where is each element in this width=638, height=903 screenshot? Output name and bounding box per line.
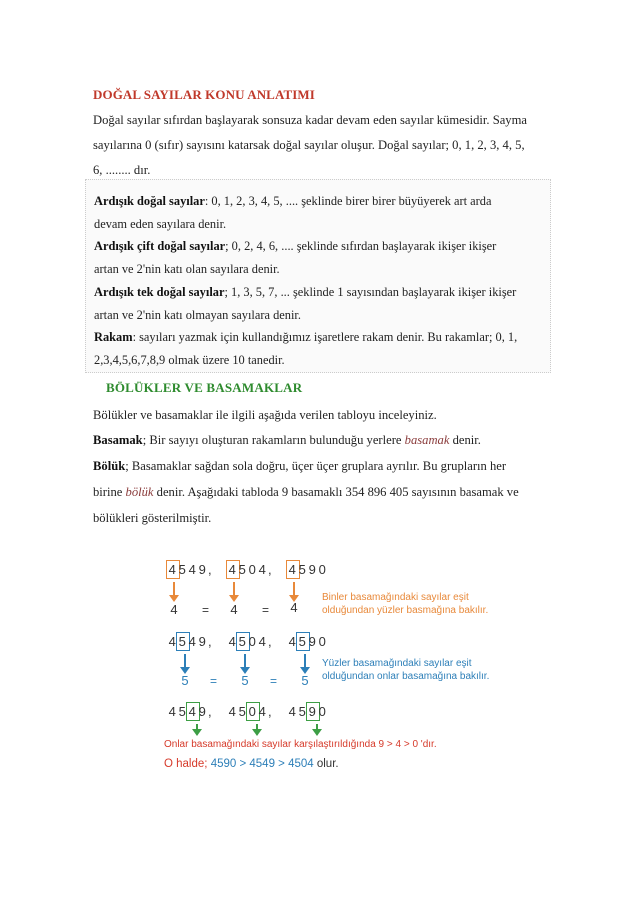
section-line: bölükleri gösterilmiştir. <box>93 511 212 525</box>
intro-line: sayılarına 0 (sıfır) sayısını katarsak doğal sayılar oluşur. Doğal sayılar; 0, 1, 2, 3, 4, 5, <box>93 138 525 152</box>
conclusion-lead: O halde; <box>164 758 208 770</box>
intro-paragraph <box>93 108 553 183</box>
digit: 9 <box>198 634 208 649</box>
number-group <box>288 562 328 577</box>
number-group <box>228 634 273 649</box>
down-arrow-icon <box>256 724 258 730</box>
digit: 9 <box>198 704 208 719</box>
term-label: Basamak <box>93 433 143 447</box>
term-label: Bölük <box>93 459 126 473</box>
section-line: Bölükler ve basamaklar ile ilgili aşağıda verilen tabloyu inceleyiniz. <box>93 408 437 422</box>
digit: 0 <box>248 562 258 577</box>
separator: , <box>208 562 214 577</box>
definitions-box <box>85 179 551 373</box>
separator: , <box>268 562 274 577</box>
down-arrow-icon <box>184 654 186 668</box>
number-group <box>228 704 273 719</box>
intro-line: Doğal sayılar sıfırdan başlayarak sonsuza kadar devam eden sayılar kümesidir. Sayma <box>93 113 527 127</box>
digit: 9 <box>308 562 318 577</box>
conclusion-end: olur. <box>316 758 339 770</box>
digit-highlight: 4 <box>168 562 178 577</box>
equals-sign: = <box>210 674 218 688</box>
digit: 0 <box>248 634 258 649</box>
intro-line: 6, ........ dır. <box>93 163 151 177</box>
separator: , <box>208 634 214 649</box>
definition-text: ; Bir sayıyı oluşturan rakamların bulunduğu yerlere <box>142 433 405 447</box>
digit: 5 <box>298 704 308 719</box>
row2-note: Yüzler basamağındaki sayılar eşit olduğundan onlar basamağına bakılır. <box>322 658 490 682</box>
digit: 5 <box>178 704 188 719</box>
definition-tek <box>94 281 546 304</box>
italic-term: bölük <box>125 485 154 499</box>
basamak-definition <box>93 433 481 448</box>
digit: 4 <box>288 704 298 719</box>
down-arrow-icon <box>244 654 246 668</box>
definition-rakam <box>94 326 546 349</box>
row1-note: Binler basamağındaki sayılar eşit olduğundan yüzler basmağına bakılır. <box>322 592 489 616</box>
down-arrow-icon <box>196 724 198 730</box>
digit-value: 4 <box>170 602 178 617</box>
digit: 4 <box>288 634 298 649</box>
digit: 0 <box>318 704 328 719</box>
digit: 9 <box>198 562 208 577</box>
number-group <box>288 634 328 649</box>
definition-ardisik <box>94 190 546 213</box>
separator: , <box>268 704 274 719</box>
term-label: Rakam <box>94 330 133 345</box>
definition-text: birine <box>93 485 126 499</box>
digit-value: 4 <box>290 600 298 615</box>
digit-value: 5 <box>301 673 309 688</box>
digit: 9 <box>308 704 318 719</box>
digit: 0 <box>318 562 328 577</box>
definition-cift <box>94 235 546 258</box>
definition-text: ; 0, 2, 4, 6, .... şeklinde sıfırdan başlayarak ikişer ikişer <box>225 239 497 254</box>
digit: 4 <box>168 634 178 649</box>
digit-value: 5 <box>181 673 189 688</box>
definition-text: ; Basamaklar sağdan sola doğru, üçer üçer gruplara ayrılır. Bu grupların her <box>125 459 507 473</box>
equals-sign: = <box>202 603 210 617</box>
number-group <box>228 562 273 577</box>
number-group <box>168 562 213 577</box>
digit-value: 4 <box>230 602 238 617</box>
digit: 0 <box>248 704 258 719</box>
down-arrow-icon <box>173 582 175 596</box>
number-group <box>168 634 213 649</box>
digit: 4 <box>168 704 178 719</box>
row3-note: Onlar basamağındaki sayılar karşılaştırıldığında 9 > 4 > 0 'dır. <box>164 739 437 750</box>
digit-highlight: 5 <box>178 634 188 649</box>
separator: , <box>208 704 214 719</box>
digit: 4 <box>228 562 238 577</box>
definition-text: denir. <box>449 433 481 447</box>
digit: 4 <box>188 562 198 577</box>
digit-highlight: 4 <box>188 704 198 719</box>
definition-text: 2,3,4,5,6,7,8,9 olmak üzere 10 tanedir. <box>94 352 285 367</box>
digit: 4 <box>258 634 268 649</box>
digit: 5 <box>238 634 248 649</box>
digit: 4 <box>258 704 268 719</box>
down-arrow-icon <box>304 654 306 668</box>
down-arrow-icon <box>316 724 318 730</box>
conclusion-ordering: 4590 > 4549 > 4504 <box>210 758 314 770</box>
term-label: Ardışık tek doğal sayılar <box>94 284 225 299</box>
definition-text: ; 1, 3, 5, 7, ... şeklinde 1 sayısından başlayarak ikişer ikişer <box>224 284 517 299</box>
page-title: DOĞAL SAYILAR KONU ANLATIMI <box>93 87 315 102</box>
digit: 5 <box>238 704 248 719</box>
definition-text: artan ve 2'nin katı olan sayılara denir. <box>94 262 280 277</box>
italic-term: basamak <box>404 433 450 447</box>
definition-text: denir. Aşağıdaki tabloda 9 basamaklı 354 896 405 sayısının basamak ve <box>153 485 519 499</box>
digit: 4 <box>288 562 298 577</box>
digit: 5 <box>238 562 248 577</box>
definition-text: artan ve 2'nin katı olmayan sayılara denir. <box>94 307 301 322</box>
equals-sign: = <box>262 603 270 617</box>
digit: 9 <box>308 634 318 649</box>
down-arrow-icon <box>233 582 235 596</box>
comparison-figure <box>150 548 490 776</box>
boluk-definition-line2 <box>93 485 519 500</box>
term-label: Ardışık çift doğal sayılar <box>94 239 226 254</box>
down-arrow-icon <box>293 582 295 596</box>
boluk-definition <box>93 459 506 474</box>
section-title: BÖLÜKLER VE BASAMAKLAR <box>106 380 303 395</box>
digit: 5 <box>298 562 308 577</box>
digit: 4 <box>258 562 268 577</box>
term-label: Ardışık doğal sayılar <box>94 194 205 208</box>
conclusion <box>164 758 339 770</box>
digit: 4 <box>228 704 238 719</box>
digit: 4 <box>188 634 198 649</box>
digit: 4 <box>228 634 238 649</box>
definition-text: : 0, 1, 2, 3, 4, 5, .... şeklinde birer birer büyüyerek art arda <box>204 194 492 208</box>
digit: 5 <box>178 562 188 577</box>
definition-text: devam eden sayılara denir. <box>94 216 227 231</box>
digit: 5 <box>298 634 308 649</box>
digit-value: 5 <box>241 673 249 688</box>
number-group <box>288 704 328 719</box>
separator: , <box>268 634 274 649</box>
definition-text: : sayıları yazmak için kullandığımız işaretlere rakam denir. Bu rakamlar; 0, 1, <box>132 330 518 345</box>
number-group <box>168 704 213 719</box>
equals-sign: = <box>270 674 278 688</box>
digit: 0 <box>318 634 328 649</box>
